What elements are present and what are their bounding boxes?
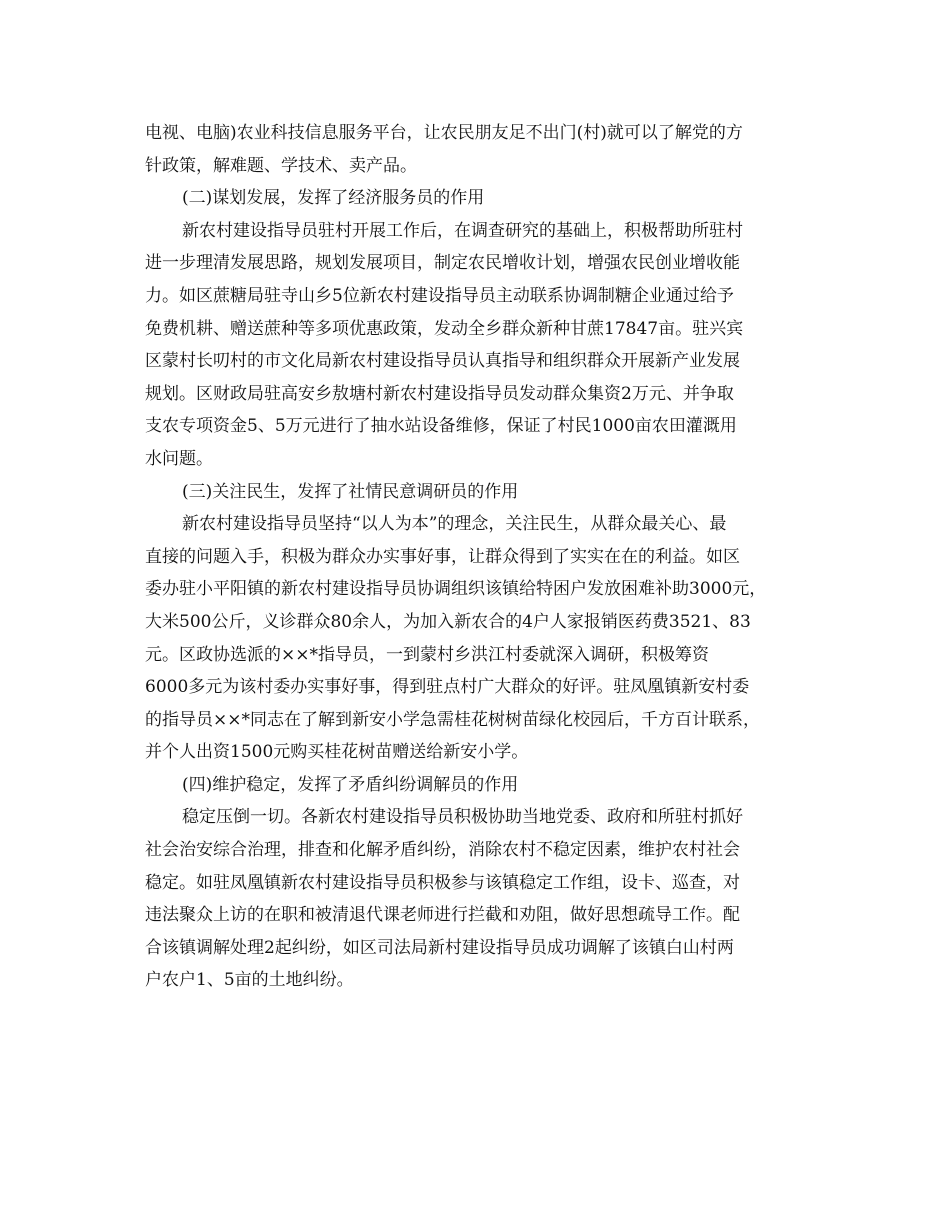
paragraph-line: 并个人出资1500元购买桂花树苗赠送给新安小学。 <box>145 742 529 763</box>
paragraph-line: 大米500公斤，义诊群众80余人，为加入新农合的4户人家报销医药费3521、83 <box>145 611 751 632</box>
paragraph-line: 元。区政协选派的××*指导员，一到蒙村乡洪江村委就深入调研，积极筹资 <box>145 644 709 665</box>
paragraph-line: 免费机耕、赠送蔗种等多项优惠政策，发动全乡群众新种甘蔗17847亩。驻兴宾 <box>145 318 744 339</box>
document-body <box>145 117 825 997</box>
paragraph-line: 合该镇调解处理2起纠纷，如区司法局新村建设指导员成功调解了该镇白山村两 <box>145 937 734 958</box>
paragraph-line: 直接的问题入手，积极为群众办实事好事，让群众得到了实实在在的利益。如区 <box>145 546 740 567</box>
section-heading: (三)关注民生，发挥了社情民意调研员的作用 <box>182 481 519 502</box>
section-heading: (二)谋划发展，发挥了经济服务员的作用 <box>182 188 485 209</box>
paragraph-line: 户农户1、5亩的土地纠纷。 <box>145 970 354 991</box>
paragraph-line: 的指导员××*同志在了解到新安小学急需桂花树树苗绿化校园后，千方百计联系， <box>145 709 760 730</box>
paragraph-line: 支农专项资金5、5万元进行了抽水站设备维修，保证了村民1000亩农田灌溉用 <box>145 416 737 437</box>
paragraph-line: 水问题。 <box>145 448 213 469</box>
paragraph-line: 区蒙村长叨村的市文化局新农村建设指导员认真指导和组织群众开展新产业发展 <box>145 351 740 372</box>
section-heading: (四)维护稳定，发挥了矛盾纠纷调解员的作用 <box>182 774 519 795</box>
paragraph-line: 违法聚众上访的在职和被清退代课老师进行拦截和劝阻，做好思想疏导工作。配 <box>145 905 740 926</box>
paragraph-line: 规划。区财政局驻高安乡敖塘村新农村建设指导员发动群众集资2万元、并争取 <box>145 383 734 404</box>
paragraph-line: 委办驻小平阳镇的新农村建设指导员协调组织该镇给特困户发放困难补助3000元， <box>145 579 767 600</box>
paragraph-line: 稳定。如驻凤凰镇新农村建设指导员积极参与该镇稳定工作组，设卡、巡查，对 <box>145 872 740 893</box>
paragraph-line: 新农村建设指导员驻村开展工作后，在调查研究的基础上，积极帮助所驻村 <box>182 220 743 241</box>
paragraph-line: 针政策，解难题、学技术、卖产品。 <box>145 155 417 176</box>
paragraph-line: 6000多元为该村委办实事好事，得到驻点村广大群众的好评。驻凤凰镇新安村委 <box>145 677 750 698</box>
paragraph-line: 进一步理清发展思路，规划发展项目，制定农民增收计划，增强农民创业增收能 <box>145 253 740 274</box>
paragraph-line: 社会治安综合治理，排查和化解矛盾纠纷，消除农村不稳定因素，维护农村社会 <box>145 840 740 861</box>
paragraph-line: 稳定压倒一切。各新农村建设指导员积极协助当地党委、政府和所驻村抓好 <box>182 807 743 828</box>
paragraph-line: 电视、电脑)农业科技信息服务平台，让农民朋友足不出门(村)就可以了解党的方 <box>145 123 743 143</box>
paragraph-line: 新农村建设指导员坚持“以人为本”的理念，关注民生，从群众最关心、最 <box>182 514 727 535</box>
paragraph-line: 力。如区蔗糖局驻寺山乡5位新农村建设指导员主动联系协调制糖企业通过给予 <box>145 285 734 306</box>
